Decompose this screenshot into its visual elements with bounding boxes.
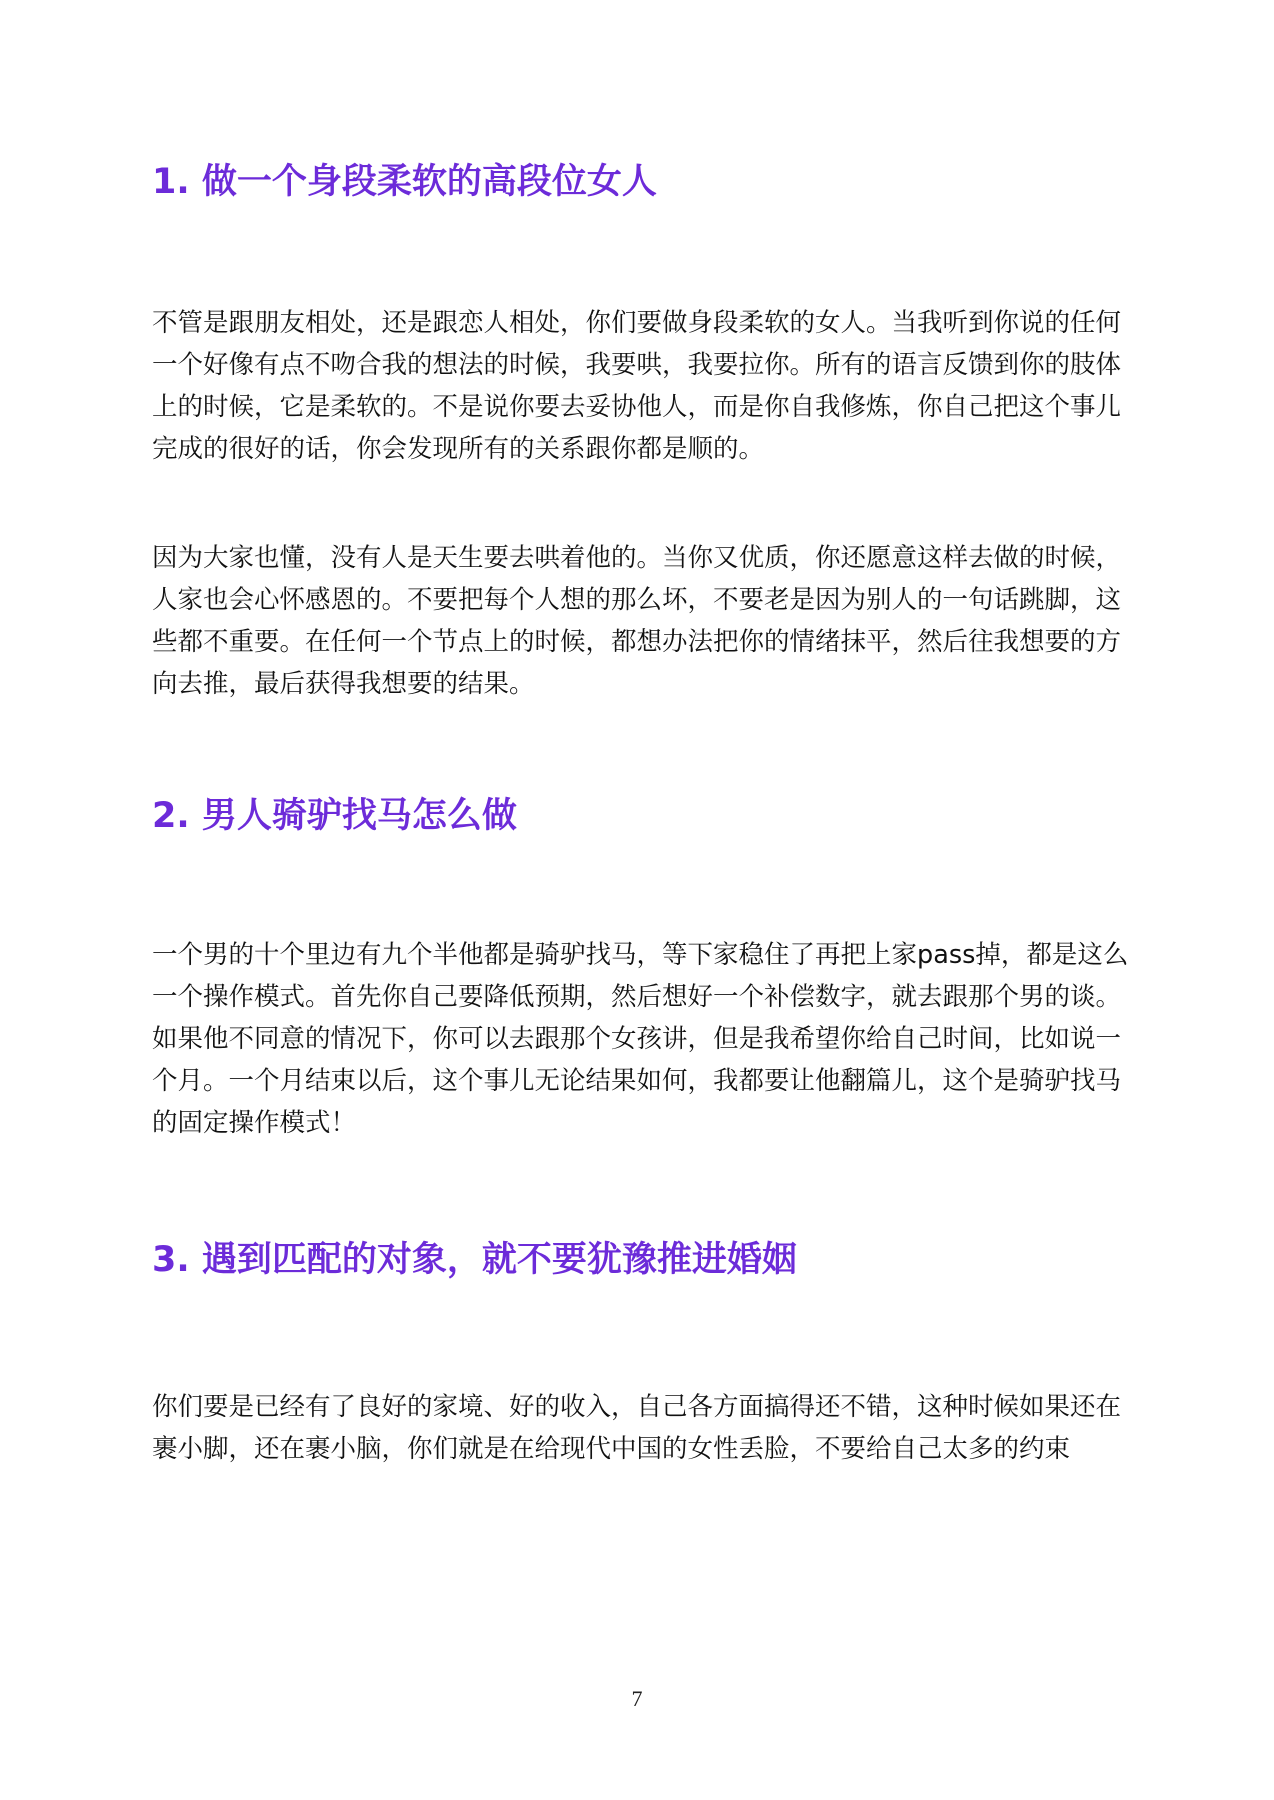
section-3-paragraph-1: 你们要是已经有了良好的家境、好的收入，自己各方面搞得还不错，这种时候如果还在裹小脚，还在裹小脑，你们就是在给现代中国的女性丢脸，不要给自己太多的约束	[152, 1392, 1122, 1464]
section-1-paragraph-2: 因为大家也懂，没有人是天生要去哄着他的。当你又优质，你还愿意这样去做的时候，人家也会心怀感恩的。不要把每个人想的那么坏，不要老是因为别人的一句话跳脚，这些都不重要。在任何一个节点上的时候，都想办法把你的情绪抹平，然后往我想要的方向去推，最后获得我想要的结果。	[152, 543, 1122, 699]
section-1-paragraph-1: 不管是跟朋友相处，还是跟恋人相处，你们要做身段柔软的女人。当我听到你说的任何一个好像有点不吻合我的想法的时候，我要哄，我要拉你。所有的语言反馈到你的肢体上的时候，它是柔软的。不是说你要去妥协他人，而是你自我修炼，你自己把这个事儿完成的很好的话，你会发现所有的关系跟你都是顺的。	[152, 308, 1122, 464]
section-1-heading: 1. 做一个身段柔软的高段位女人	[152, 162, 657, 202]
section-3-heading: 3. 遇到匹配的对象，就不要犹豫推进婚姻	[152, 1240, 797, 1280]
page-number: 7	[631, 1686, 643, 1711]
section-2-heading: 2. 男人骑驴找马怎么做	[152, 796, 517, 836]
section-2-paragraph-1: 一个男的十个里边有九个半他都是骑驴找马，等下家稳住了再把上家pass掉，都是这么一个操作模式。首先你自己要降低预期，然后想好一个补偿数字，就去跟那个男的谈。如果他不同意的情况下，你可以去跟那个女孩讲，但是我希望你给自己时间，比如说一个月。一个月结束以后，这个事儿无论结果如何，我都要让他翻篇儿，这个是骑驴找马的固定操作模式！	[152, 940, 1129, 1138]
